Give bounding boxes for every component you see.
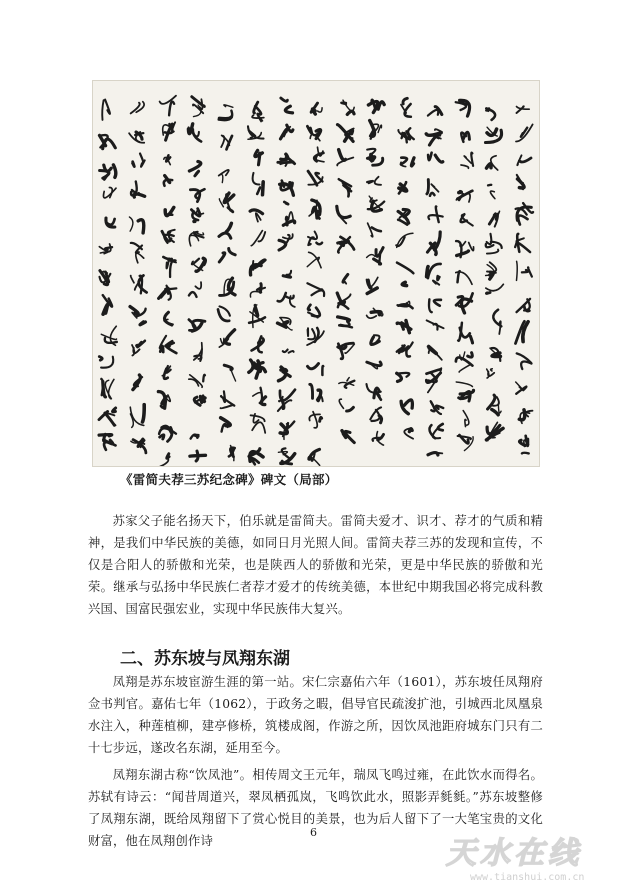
- brush-glyph: [428, 107, 442, 116]
- brush-glyph: [219, 105, 233, 120]
- brush-glyph: [401, 158, 414, 167]
- brush-glyph: [367, 362, 381, 369]
- brush-glyph: [463, 411, 469, 427]
- brush-glyph: [279, 367, 291, 381]
- brush-glyph: [398, 210, 409, 225]
- brush-glyph: [278, 448, 294, 464]
- brush-glyph: [133, 375, 142, 390]
- brush-glyph: [307, 328, 324, 345]
- brush-glyph: [428, 206, 442, 222]
- brush-glyph: [486, 234, 502, 254]
- brush-glyph: [281, 98, 293, 113]
- brush-glyph: [103, 295, 112, 314]
- brush-glyph: [164, 155, 171, 165]
- brush-glyph: [456, 191, 472, 202]
- brush-glyph: [458, 435, 474, 451]
- page-number: 6: [310, 826, 317, 839]
- brush-glyph: [428, 153, 443, 162]
- brush-glyph: [397, 263, 413, 286]
- brush-glyph: [371, 335, 380, 344]
- brush-glyph: [131, 243, 144, 263]
- brush-glyph: [427, 320, 444, 329]
- brush-glyph: [517, 155, 531, 165]
- brush-glyph: [308, 364, 324, 375]
- brush-glyph: [250, 284, 265, 297]
- brush-glyph: [493, 310, 501, 334]
- brush-glyph: [194, 396, 205, 406]
- brush-glyph: [101, 379, 114, 399]
- watermark-url: www.tianshui.com.cn: [470, 872, 585, 883]
- brush-glyph: [456, 100, 470, 116]
- brush-glyph: [249, 360, 266, 378]
- brush-glyph: [339, 378, 355, 388]
- brush-glyph: [520, 436, 529, 454]
- brush-glyph: [397, 320, 411, 332]
- brush-glyph: [220, 278, 235, 295]
- paragraph-3-text: 凤翔东湖古称“饮凤池”。相传周文王元年，瑞凤飞鸣过雍，在此饮水而得名。苏轼有诗云：“闻昔周道兴，翠凤栖孤岚，飞鸣饮此水，照影弄毵毵。”苏东坡整修了凤翔东湖，既给凤翔留下了赏心悦目的美景，也为后人留下了一大笔宝贵的文化财富，他在凤翔创作诗: [88, 768, 543, 848]
- brush-glyph: [99, 244, 112, 254]
- brush-glyph: [129, 132, 144, 143]
- brush-glyph: [487, 369, 495, 378]
- brush-glyph: [283, 202, 294, 225]
- brush-glyph: [283, 271, 291, 277]
- brush-glyph: [396, 233, 413, 247]
- brush-glyph: [250, 210, 263, 222]
- brush-glyph: [338, 125, 354, 142]
- brush-glyph: [219, 249, 235, 262]
- brush-glyph: [162, 230, 175, 243]
- brush-glyph: [398, 128, 413, 142]
- brush-glyph: [314, 147, 324, 162]
- brush-glyph: [456, 293, 472, 313]
- brush-glyph: [519, 410, 532, 424]
- brush-glyph: [278, 390, 295, 411]
- brush-glyph: [456, 241, 474, 257]
- brush-glyph: [278, 154, 295, 166]
- brush-glyph: [309, 412, 321, 428]
- brush-glyph: [221, 418, 231, 432]
- brush-glyph: [219, 170, 229, 183]
- brush-glyph: [106, 218, 115, 227]
- brush-glyph: [399, 182, 407, 193]
- brush-glyph: [338, 237, 354, 253]
- brush-glyph: [339, 179, 352, 196]
- watermark-text: 天水在线: [446, 836, 582, 871]
- brush-glyph: [101, 326, 117, 345]
- section-heading: 二、苏东坡与凤翔东湖: [120, 649, 290, 669]
- brush-glyph: [431, 401, 444, 414]
- brush-glyph: [99, 357, 113, 368]
- brush-glyph: [218, 306, 230, 321]
- brush-glyph: [158, 392, 170, 409]
- brush-glyph: [461, 214, 473, 225]
- brush-glyph: [343, 274, 348, 283]
- paragraph-2-text: 凤翔是苏东坡宦游生涯的第一站。宋仁宗嘉佑六年（1601），苏东坡任凤翔府佥书判官。嘉佑七年（1062），于政务之暇，倡导官民疏浚扩池，引城西北凤凰泉水注入，种莲植柳，建亭修桥，筑楼成阁，作游之所，因饮凤池距府城东门只有二十七步远，遂改名东湖，延用至今。: [88, 675, 543, 755]
- brush-glyph: [367, 308, 383, 318]
- brush-glyph: [190, 189, 204, 201]
- brush-glyph: [341, 100, 354, 114]
- brush-glyph: [192, 97, 205, 117]
- brush-glyph: [229, 446, 235, 461]
- paragraph-1-text: 苏家父子能名扬天下，伯乐就是雷简夫。雷简夫爱才、识才、荐才的气质和精神，是我们中华民族的美德，如同日月光照人间。雷简夫荐三苏的发现和宣传，不仅是合阳人的骄傲和光荣，也是陕西人的骄傲和光荣，更是中华民族的骄傲和光荣。继承与弘扬中华民族仁者荐才爱才的传统美德，本世纪中期我国必将完成科教兴国、国富民强宏业，实现中华民族伟大复兴。: [88, 514, 543, 616]
- brush-glyph: [308, 449, 320, 465]
- brush-glyph: [278, 318, 293, 330]
- brush-glyph: [337, 150, 353, 166]
- watermark-logo: [440, 828, 625, 888]
- brush-glyph: [188, 124, 201, 142]
- brush-glyph: [427, 232, 440, 254]
- brush-glyph: [401, 400, 412, 414]
- brush-glyph: [429, 299, 441, 312]
- paragraph-1: [88, 510, 543, 620]
- brush-glyph: [461, 132, 469, 142]
- brush-glyph: [221, 391, 235, 408]
- brush-glyph: [252, 336, 264, 352]
- brush-glyph: [427, 264, 441, 285]
- brush-glyph: [307, 126, 320, 141]
- brush-glyph: [337, 206, 350, 223]
- brush-glyph: [251, 414, 266, 433]
- brush-glyph: [486, 422, 503, 440]
- brush-glyph: [426, 129, 442, 145]
- brush-glyph: [253, 173, 264, 195]
- brush-glyph: [516, 203, 533, 224]
- brush-glyph: [490, 348, 501, 361]
- figure-caption: 《雷简夫荐三苏纪念碑》碑文（局部）: [120, 472, 338, 487]
- brush-glyph: [160, 454, 169, 466]
- brush-glyph: [517, 175, 524, 189]
- brush-glyph: [517, 261, 532, 280]
- brush-glyph: [309, 200, 320, 219]
- brush-glyph: [219, 193, 233, 212]
- brush-glyph: [308, 232, 322, 246]
- brush-glyph: [281, 125, 293, 139]
- brush-glyph: [248, 126, 264, 139]
- brush-glyph: [132, 341, 145, 356]
- brush-glyph: [429, 424, 442, 438]
- brush-glyph: [189, 162, 200, 176]
- brush-glyph: [427, 180, 439, 196]
- brush-glyph: [164, 176, 172, 186]
- brush-glyph: [163, 122, 175, 140]
- brush-glyph: [250, 260, 265, 275]
- brush-glyph: [191, 209, 203, 222]
- brush-glyph: [368, 223, 381, 237]
- brush-glyph: [516, 382, 527, 394]
- brush-glyph: [517, 106, 530, 113]
- brush-glyph: [191, 435, 199, 439]
- brush-glyph: [516, 321, 529, 343]
- brush-glyph: [224, 365, 235, 381]
- brush-glyph: [164, 312, 173, 325]
- brush-glyph: [429, 347, 442, 360]
- brush-glyph: [428, 453, 442, 455]
- brush-glyph: [131, 276, 147, 294]
- brush-glyph: [255, 150, 263, 164]
- brush-glyph: [368, 196, 384, 211]
- brush-glyph: [488, 395, 502, 415]
- brush-glyph: [283, 350, 294, 353]
- brush-glyph: [338, 343, 355, 359]
- brush-glyph: [279, 234, 293, 250]
- brush-glyph: [367, 248, 384, 265]
- brush-glyph: [219, 330, 234, 347]
- brush-glyph: [489, 211, 499, 226]
- brush-glyph: [370, 121, 382, 139]
- brush-glyph: [249, 305, 265, 328]
- brush-glyph: [194, 343, 202, 361]
- brush-glyph: [487, 156, 498, 170]
- brush-glyph: [307, 283, 324, 296]
- calligraphy-image: [92, 80, 540, 467]
- brush-glyph: [398, 301, 413, 308]
- brush-glyph: [338, 317, 352, 328]
- brush-glyph: [456, 382, 473, 401]
- brush-glyph: [249, 449, 263, 465]
- brush-glyph: [100, 271, 111, 285]
- brush-glyph: [251, 231, 265, 246]
- brush-glyph: [367, 277, 378, 293]
- brush-glyph: [189, 320, 205, 332]
- brush-glyph: [165, 207, 174, 215]
- brush-glyph: [130, 405, 144, 428]
- brush-glyph: [488, 185, 495, 199]
- brush-glyph: [189, 232, 203, 246]
- brush-glyph: [100, 135, 116, 149]
- brush-glyph: [129, 217, 143, 233]
- brush-glyph: [517, 353, 532, 369]
- brush-glyph: [189, 282, 201, 297]
- brush-glyph: [103, 187, 116, 197]
- brush-glyph: [310, 384, 323, 401]
- brush-glyph: [342, 431, 354, 443]
- brush-glyph: [337, 293, 350, 309]
- brush-glyph: [404, 428, 413, 438]
- brush-glyph: [486, 262, 497, 279]
- brush-glyph: [367, 177, 381, 185]
- brush-glyph: [367, 149, 383, 165]
- brush-glyph: [308, 171, 323, 185]
- brush-glyph: [368, 100, 384, 113]
- brush-glyph: [162, 366, 170, 379]
- calligraphy-strokes: [93, 81, 539, 466]
- brush-glyph: [461, 153, 473, 169]
- brush-glyph: [397, 373, 410, 382]
- brush-glyph: [401, 98, 411, 116]
- brush-glyph: [160, 96, 176, 116]
- brush-glyph: [307, 252, 321, 267]
- brush-glyph: [486, 284, 504, 293]
- brush-glyph: [159, 286, 177, 300]
- brush-glyph: [308, 305, 320, 318]
- brush-glyph: [131, 439, 146, 453]
- brush-glyph: [130, 307, 146, 325]
- brush-glyph: [339, 399, 353, 411]
- brush-glyph: [370, 407, 381, 422]
- brush-glyph: [219, 223, 231, 238]
- brush-glyph: [516, 124, 533, 141]
- brush-glyph: [397, 342, 413, 356]
- paragraph-2: [88, 671, 543, 759]
- brush-glyph: [280, 422, 294, 440]
- brush-glyph: [99, 434, 115, 449]
- brush-glyph: [131, 182, 145, 198]
- brush-glyph: [133, 154, 145, 167]
- brush-glyph: [367, 384, 381, 400]
- brush-glyph: [458, 323, 472, 343]
- brush-glyph: [486, 127, 502, 142]
- brush-glyph: [280, 181, 294, 196]
- brush-glyph: [131, 102, 144, 114]
- brush-glyph: [456, 352, 473, 372]
- brush-glyph: [456, 271, 472, 284]
- brush-glyph: [311, 103, 322, 114]
- brush-glyph: [189, 375, 205, 388]
- brush-glyph: [159, 426, 176, 441]
- brush-glyph: [373, 432, 384, 446]
- brush-glyph: [221, 135, 232, 149]
- brush-glyph: [102, 100, 110, 120]
- brush-glyph: [190, 451, 206, 461]
- brush-glyph: [192, 258, 205, 271]
- brush-glyph: [163, 257, 176, 277]
- brush-glyph: [486, 108, 495, 120]
- brush-glyph: [253, 388, 266, 405]
- brush-glyph: [426, 368, 441, 392]
- brush-glyph: [278, 293, 295, 307]
- brush-glyph: [515, 234, 530, 252]
- brush-glyph: [160, 336, 177, 353]
- brush-glyph: [100, 165, 116, 180]
- brush-glyph: [99, 408, 116, 425]
- brush-glyph: [252, 102, 264, 122]
- brush-glyph: [517, 299, 531, 312]
